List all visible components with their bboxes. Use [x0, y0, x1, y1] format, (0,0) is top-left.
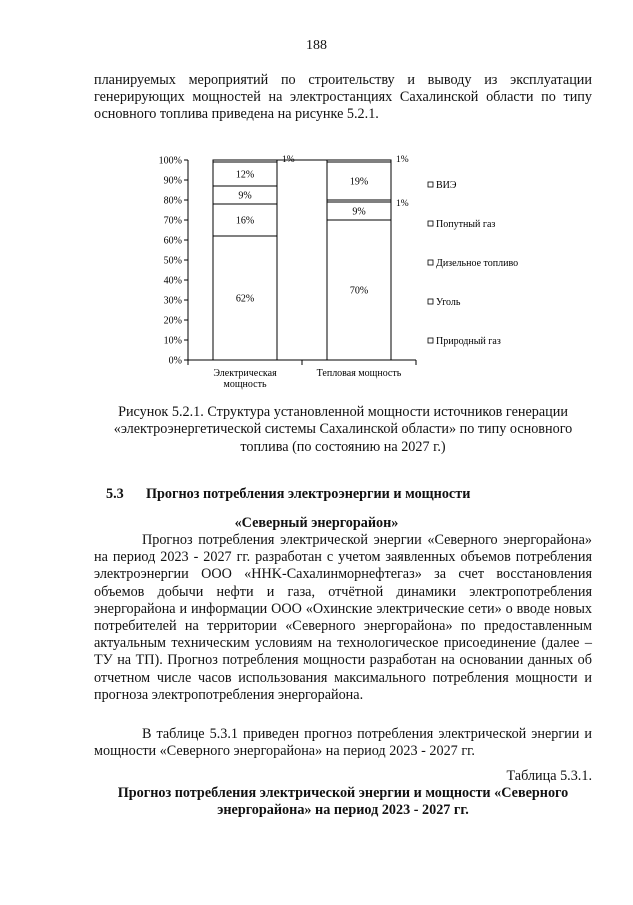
legend-label: Попутный газ: [436, 219, 496, 230]
data-label-small: 1%: [282, 155, 295, 165]
legend-swatch: [428, 260, 433, 265]
category-label: мощность: [223, 379, 267, 390]
legend-label: Природный газ: [436, 336, 501, 347]
y-tick-label: 40%: [163, 275, 182, 287]
category-label: Тепловая мощность: [316, 368, 402, 379]
section-heading: [106, 486, 470, 503]
data-label-small: 1%: [396, 199, 409, 209]
legend-swatch: [428, 338, 433, 343]
page-number: 188: [306, 38, 327, 53]
y-tick-label: 20%: [163, 315, 182, 327]
fuel-structure-chart: [150, 150, 530, 395]
data-label: 12%: [235, 169, 255, 181]
y-tick-label: 100%: [158, 155, 182, 167]
y-tick-label: 80%: [163, 195, 182, 207]
subsection-title: «Северный энергорайон»: [234, 515, 399, 531]
table-title: Прогноз потребления электрической энергии и мощности «Северного энергорайона» на период 2023 - 2027 гг.: [117, 785, 569, 819]
data-label: 16%: [235, 215, 255, 227]
legend-label: ВИЭ: [436, 180, 457, 191]
figure-caption: Рисунок 5.2.1. Структура установленной мощности источников генерации «электроэнергетической системы Сахалинской области» по типу основного топлива (по состоянию на 2027 г.): [113, 404, 573, 455]
y-tick-label: 60%: [163, 235, 182, 247]
legend-label: Уголь: [436, 297, 461, 308]
y-tick-label: 30%: [163, 295, 182, 307]
legend-swatch: [428, 182, 433, 187]
section-title: Прогноз потребления электроэнергии и мощности: [146, 486, 471, 502]
data-label-small: 1%: [396, 155, 409, 165]
bar-segment: [327, 160, 391, 162]
data-label: 9%: [352, 206, 366, 218]
data-label: 70%: [349, 285, 369, 297]
intro-paragraph: планируемых мероприятий по строительству и выводу из эксплуатации генерирующих мощностей на электростанциях Сахалинской области по типу основного топлива приведена на рисунке 5.2.1.: [94, 72, 592, 123]
data-label: 19%: [349, 176, 369, 188]
y-tick-label: 0%: [168, 355, 182, 367]
legend-label: Дизельное топливо: [436, 258, 519, 269]
y-tick-label: 90%: [163, 175, 182, 187]
legend-swatch: [428, 221, 433, 226]
paragraph-table-reference: В таблице 5.3.1 приведен прогноз потребления электрической энергии и мощности «Северного энергорайона» на период 2023 - 2027 гг.: [94, 726, 592, 760]
paragraph-forecast-method: Прогноз потребления электрической энергии «Северного энергорайона» на период 2023 - 2027 гг. разработан с учетом заявленных объемов потребления электроэнергии ООО «НHK-Сахалинморнефтегаз» за счет восстановления объемов добычи нефти и газа, отчётной динамики электропотребления энергорайона и информации ООО «Охинские электрические сети» о вводе новых потребителей на территории «Северного энергорайона» по предоставленным актуальным техническим условиям на технологическое присоединение (далее – ТУ на ТП). Прогноз потребления мощности разработан на основании данных об отчетном числе часов использования максимального потребления мощности и прогноза электропотребления энергорайона.: [94, 532, 592, 703]
bar-segment: [213, 160, 277, 162]
y-tick-label: 50%: [163, 255, 182, 267]
y-tick-label: 10%: [163, 335, 182, 347]
section-number: 5.3: [106, 486, 124, 502]
data-label: 9%: [238, 190, 252, 202]
y-tick-label: 70%: [163, 215, 182, 227]
table-label: Таблица 5.3.1.: [506, 768, 592, 784]
data-label: 62%: [235, 293, 255, 305]
category-label: Электрическая: [213, 368, 277, 379]
legend-swatch: [428, 299, 433, 304]
